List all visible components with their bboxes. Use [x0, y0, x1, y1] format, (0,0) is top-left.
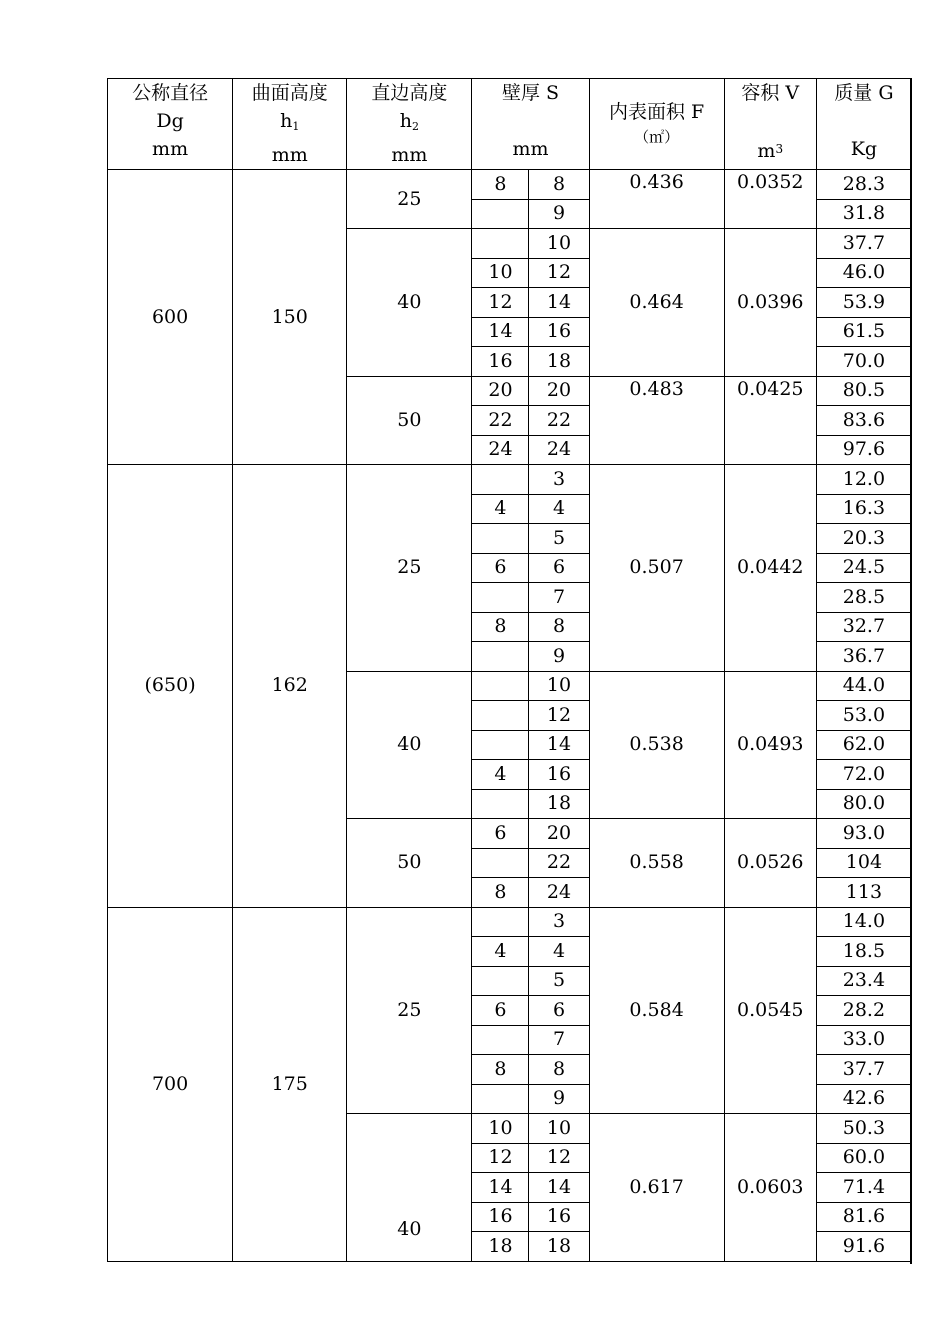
inner-surface-area-cell: 0.558 [589, 819, 724, 908]
thickness-cell-b: 6 [529, 553, 589, 583]
mass-cell: 18.5 [816, 937, 911, 967]
thickness-cell-b: 18 [529, 1232, 589, 1262]
thickness-cell-a [472, 524, 529, 554]
volume-cell: 0.0396 [724, 229, 816, 377]
thickness-cell-a: 4 [472, 760, 529, 790]
thickness-cell-a [472, 966, 529, 996]
straight-height-cell: 50 [347, 376, 472, 465]
mass-cell: 80.0 [816, 789, 911, 819]
mass-cell: 33.0 [816, 1025, 911, 1055]
head-dimension-table [107, 78, 912, 1262]
thickness-cell-b: 20 [529, 819, 589, 849]
header-nominal-diameter: 公称直径 Dg mm [108, 79, 233, 170]
mass-cell: 91.6 [816, 1232, 911, 1262]
nominal-diameter-cell: 600 [108, 170, 233, 465]
thickness-cell-a [472, 701, 529, 731]
header-straight-height: 直边高度 $h_2$ mm [347, 79, 472, 170]
thickness-cell-a [472, 1084, 529, 1114]
thickness-cell-a [472, 848, 529, 878]
thickness-cell-a [472, 730, 529, 760]
thickness-cell-b: 14 [529, 1173, 589, 1203]
mass-cell: 16.3 [816, 494, 911, 524]
mass-cell: 97.6 [816, 435, 911, 465]
inner-surface-area-cell: 0.538 [589, 671, 724, 819]
straight-height-cell: 25 [347, 170, 472, 229]
mass-cell: 42.6 [816, 1084, 911, 1114]
mass-cell: 113 [816, 878, 911, 908]
header-volume: 容积 V $m^3$ [724, 79, 816, 170]
thickness-cell-b: 12 [529, 258, 589, 288]
thickness-cell-b: 18 [529, 347, 589, 377]
thickness-cell-a: 6 [472, 553, 529, 583]
thickness-cell-b: 14 [529, 288, 589, 318]
mass-cell: 28.2 [816, 996, 911, 1026]
inner-surface-area-cell: 0.483 [589, 376, 724, 465]
thickness-cell-a: 6 [472, 996, 529, 1026]
mass-cell: 53.9 [816, 288, 911, 318]
volume-cell: 0.0352 [724, 170, 816, 229]
mass-cell: 14.0 [816, 907, 911, 937]
thickness-cell-a: 8 [472, 878, 529, 908]
mass-cell: 80.5 [816, 376, 911, 406]
mass-cell: 104 [816, 848, 911, 878]
thickness-cell-b: 4 [529, 494, 589, 524]
header-wall-thickness: 壁厚 S mm [472, 79, 589, 170]
straight-height-cell: 50 [347, 819, 472, 908]
straight-height-cell: 40 [347, 1114, 472, 1262]
table-row [108, 907, 912, 937]
thickness-cell-b: 8 [529, 170, 589, 200]
inner-surface-area-cell: 0.507 [589, 465, 724, 672]
thickness-cell-b: 22 [529, 406, 589, 436]
thickness-cell-a [472, 199, 529, 229]
thickness-cell-a: 10 [472, 1114, 529, 1144]
thickness-cell-b: 9 [529, 199, 589, 229]
mass-cell: 71.4 [816, 1173, 911, 1203]
straight-height-cell: 25 [347, 907, 472, 1114]
right-border-line [910, 78, 912, 1264]
thickness-cell-a: 4 [472, 937, 529, 967]
thickness-cell-a: 20 [472, 376, 529, 406]
straight-height-cell: 25 [347, 465, 472, 672]
mass-cell: 60.0 [816, 1143, 911, 1173]
table-row [108, 465, 912, 495]
thickness-cell-a: 24 [472, 435, 529, 465]
volume-cell: 0.0545 [724, 907, 816, 1114]
thickness-cell-b: 7 [529, 1025, 589, 1055]
thickness-cell-a [472, 789, 529, 819]
mass-cell: 81.6 [816, 1202, 911, 1232]
volume-cell: 0.0425 [724, 376, 816, 465]
mass-cell: 37.7 [816, 1055, 911, 1085]
thickness-cell-a: 14 [472, 1173, 529, 1203]
thickness-cell-b: 18 [529, 789, 589, 819]
thickness-cell-b: 4 [529, 937, 589, 967]
mass-cell: 50.3 [816, 1114, 911, 1144]
thickness-cell-a: 16 [472, 347, 529, 377]
nominal-diameter-cell: (650) [108, 465, 233, 908]
thickness-cell-b: 16 [529, 1202, 589, 1232]
inner-surface-area-cell: 0.464 [589, 229, 724, 377]
volume-cell: 0.0442 [724, 465, 816, 672]
thickness-cell-b: 24 [529, 435, 589, 465]
thickness-cell-b: 7 [529, 583, 589, 613]
thickness-cell-a: 8 [472, 612, 529, 642]
mass-cell: 28.3 [816, 170, 911, 200]
mass-cell: 46.0 [816, 258, 911, 288]
thickness-cell-a: 4 [472, 494, 529, 524]
thickness-cell-b: 22 [529, 848, 589, 878]
thickness-cell-a: 6 [472, 819, 529, 849]
table-row [108, 170, 912, 200]
thickness-cell-a [472, 642, 529, 672]
thickness-cell-a [472, 465, 529, 495]
mass-cell: 28.5 [816, 583, 911, 613]
header-inner-surface-area: 内表面积 F （㎡） [589, 79, 724, 170]
inner-surface-area-cell: 0.617 [589, 1114, 724, 1262]
inner-surface-area-cell: 0.584 [589, 907, 724, 1114]
mass-cell: 12.0 [816, 465, 911, 495]
thickness-cell-b: 10 [529, 229, 589, 259]
thickness-cell-a: 8 [472, 170, 529, 200]
header-curved-height: 曲面高度 $h_1$ mm [233, 79, 347, 170]
mass-cell: 62.0 [816, 730, 911, 760]
mass-cell: 70.0 [816, 347, 911, 377]
thickness-cell-a: 16 [472, 1202, 529, 1232]
thickness-cell-b: 10 [529, 1114, 589, 1144]
mass-cell: 53.0 [816, 701, 911, 731]
thickness-cell-b: 9 [529, 1084, 589, 1114]
thickness-cell-b: 20 [529, 376, 589, 406]
thickness-cell-b: 8 [529, 612, 589, 642]
thickness-cell-b: 12 [529, 1143, 589, 1173]
volume-cell: 0.0493 [724, 671, 816, 819]
thickness-cell-a: 12 [472, 288, 529, 318]
nominal-diameter-cell: 700 [108, 907, 233, 1261]
thickness-cell-b: 16 [529, 760, 589, 790]
thickness-cell-b: 3 [529, 465, 589, 495]
thickness-cell-b: 16 [529, 317, 589, 347]
thickness-cell-a: 8 [472, 1055, 529, 1085]
thickness-cell-b: 8 [529, 1055, 589, 1085]
inner-surface-area-cell: 0.436 [589, 170, 724, 229]
mass-cell: 32.7 [816, 612, 911, 642]
header-mass: 质量 G Kg [816, 79, 911, 170]
thickness-cell-b: 24 [529, 878, 589, 908]
mass-cell: 44.0 [816, 671, 911, 701]
mass-cell: 36.7 [816, 642, 911, 672]
thickness-cell-b: 14 [529, 730, 589, 760]
thickness-cell-a: 18 [472, 1232, 529, 1262]
volume-cell: 0.0526 [724, 819, 816, 908]
mass-cell: 20.3 [816, 524, 911, 554]
curved-height-cell: 162 [233, 465, 347, 908]
mass-cell: 83.6 [816, 406, 911, 436]
header-row [108, 79, 912, 170]
thickness-cell-a [472, 671, 529, 701]
mass-cell: 72.0 [816, 760, 911, 790]
thickness-cell-b: 3 [529, 907, 589, 937]
thickness-cell-b: 9 [529, 642, 589, 672]
thickness-cell-a: 22 [472, 406, 529, 436]
mass-cell: 61.5 [816, 317, 911, 347]
volume-cell: 0.0603 [724, 1114, 816, 1262]
thickness-cell-b: 5 [529, 524, 589, 554]
thickness-cell-b: 6 [529, 996, 589, 1026]
straight-height-cell: 40 [347, 229, 472, 377]
thickness-cell-a [472, 907, 529, 937]
thickness-cell-b: 10 [529, 671, 589, 701]
mass-cell: 24.5 [816, 553, 911, 583]
mass-cell: 93.0 [816, 819, 911, 849]
thickness-cell-b: 12 [529, 701, 589, 731]
mass-cell: 31.8 [816, 199, 911, 229]
curved-height-cell: 150 [233, 170, 347, 465]
mass-cell: 23.4 [816, 966, 911, 996]
thickness-cell-b: 5 [529, 966, 589, 996]
straight-height-cell: 40 [347, 671, 472, 819]
thickness-cell-a [472, 1025, 529, 1055]
thickness-cell-a: 12 [472, 1143, 529, 1173]
thickness-cell-a: 10 [472, 258, 529, 288]
thickness-cell-a [472, 229, 529, 259]
thickness-cell-a [472, 583, 529, 613]
curved-height-cell: 175 [233, 907, 347, 1261]
mass-cell: 37.7 [816, 229, 911, 259]
thickness-cell-a: 14 [472, 317, 529, 347]
